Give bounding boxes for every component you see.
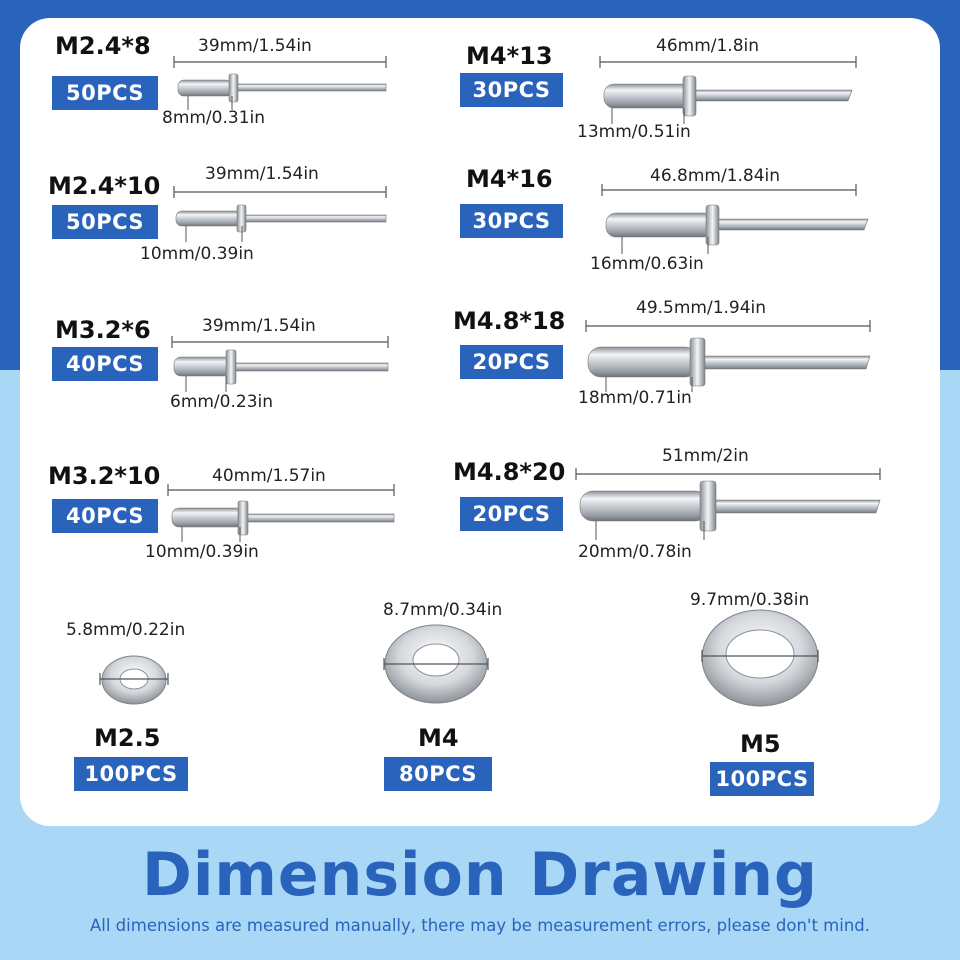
quantity-badge: 30PCS: [460, 204, 563, 238]
length-label: 39mm/1.54in: [202, 316, 316, 336]
body-length-label: 20mm/0.78in: [578, 542, 692, 562]
rivet-name: M4*13: [466, 42, 553, 70]
rivet-name: M4*16: [466, 165, 553, 193]
length-label: 39mm/1.54in: [205, 164, 319, 184]
body-length-label: 13mm/0.51in: [577, 122, 691, 142]
body-length-label: 16mm/0.63in: [590, 254, 704, 274]
quantity-badge: 40PCS: [52, 499, 158, 533]
quantity-badge: 20PCS: [460, 497, 563, 531]
washer-diameter-label: 9.7mm/0.38in: [690, 590, 810, 610]
rivet-name: M4.8*18: [453, 307, 566, 335]
quantity-badge: 40PCS: [52, 347, 158, 381]
rivet-name: M3.2*10: [48, 462, 161, 490]
length-label: 46.8mm/1.84in: [650, 166, 781, 186]
length-label: 49.5mm/1.94in: [636, 298, 767, 318]
rivet-name: M2.4*10: [48, 172, 161, 200]
washer-diameter-label: 5.8mm/0.22in: [66, 620, 186, 640]
quantity-badge: 20PCS: [460, 345, 563, 379]
body-length-label: 8mm/0.31in: [162, 108, 266, 128]
quantity-badge: 30PCS: [460, 73, 563, 107]
length-label: 51mm/2in: [662, 446, 749, 466]
rivet-name: M2.4*8: [55, 32, 151, 60]
quantity-badge: 50PCS: [52, 76, 158, 110]
quantity-badge: 100PCS: [74, 757, 188, 791]
washer-name: M4: [418, 724, 459, 752]
length-label: 40mm/1.57in: [212, 466, 326, 486]
rivet-name: M3.2*6: [55, 316, 151, 344]
washer-diameter-label: 8.7mm/0.34in: [383, 600, 503, 620]
washer-name: M5: [740, 730, 781, 758]
quantity-badge: 80PCS: [384, 757, 492, 791]
rivet-name: M4.8*20: [453, 458, 566, 486]
body-length-label: 18mm/0.71in: [578, 388, 692, 408]
quantity-badge: 100PCS: [710, 762, 814, 796]
length-label: 39mm/1.54in: [198, 36, 312, 56]
washer-name: M2.5: [94, 724, 161, 752]
body-length-label: 10mm/0.39in: [140, 244, 254, 264]
quantity-badge: 50PCS: [52, 205, 158, 239]
body-length-label: 6mm/0.23in: [170, 392, 274, 412]
page-title: Dimension Drawing: [142, 840, 818, 910]
body-length-label: 10mm/0.39in: [145, 542, 259, 562]
disclaimer-note: All dimensions are measured manually, there may be measurement errors, please don't mind.: [89, 916, 871, 935]
length-label: 46mm/1.8in: [656, 36, 760, 56]
